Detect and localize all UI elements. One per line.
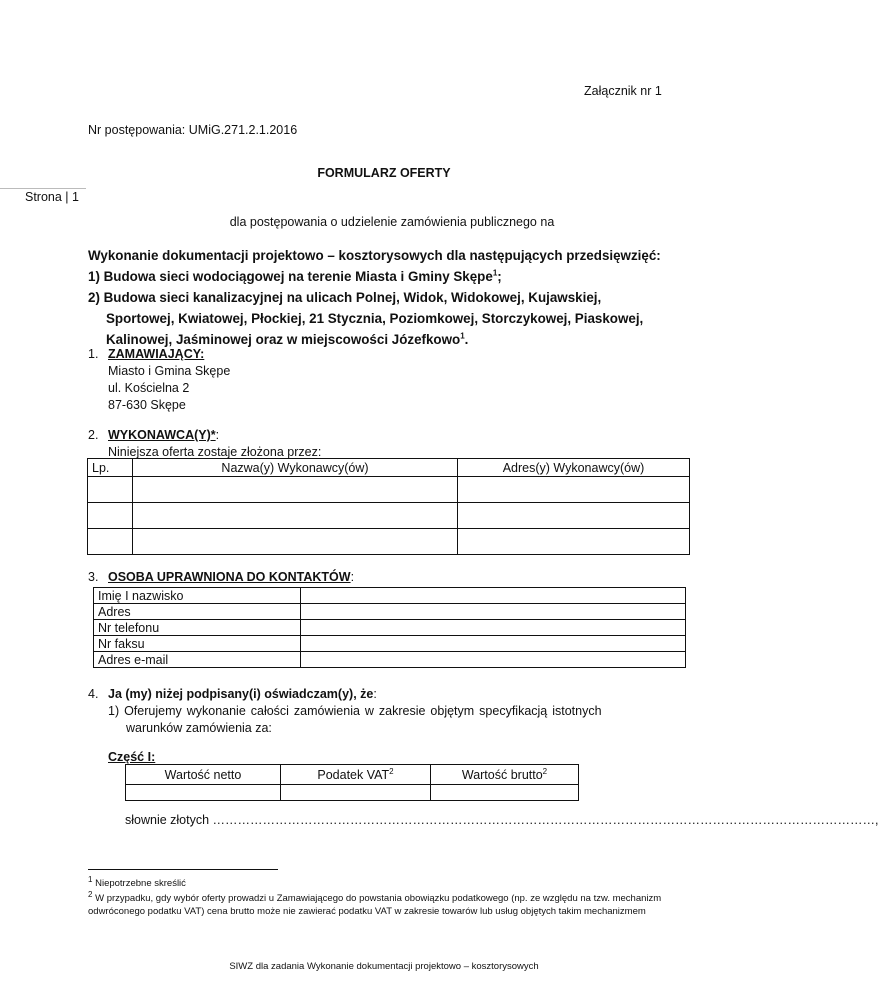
section-3-heading-row xyxy=(88,570,354,584)
section-4 xyxy=(88,686,688,737)
table-cell[interactable] xyxy=(133,503,458,529)
col-lp: Lp. xyxy=(88,459,133,477)
table-row xyxy=(94,588,686,604)
table-header-row xyxy=(126,765,579,785)
footnote-2 xyxy=(88,889,688,918)
table-cell[interactable] xyxy=(458,503,690,529)
table-cell[interactable] xyxy=(88,529,133,555)
section-4-heading-suffix: : xyxy=(373,687,377,701)
table-cell[interactable] xyxy=(126,785,281,801)
table-cell[interactable] xyxy=(458,477,690,503)
contact-label: Imię I nazwisko xyxy=(94,588,301,604)
footnote-ref: 1 xyxy=(492,268,498,278)
table-header-row xyxy=(88,459,690,477)
footnote-mark: 1 xyxy=(88,874,93,884)
project-item-2a: 2) Budowa sieci kanalizacyjnej na ulicach Polnej, Widok, Widokowej, Kujawskiej, xyxy=(88,290,602,305)
contact-label: Nr telefonu xyxy=(94,620,301,636)
table-cell[interactable] xyxy=(458,529,690,555)
col-gross-label: Wartość brutto xyxy=(461,767,543,782)
section-4-point-1b: warunków zamówienia za: xyxy=(126,721,272,735)
section-2-heading-suffix: : xyxy=(215,428,220,442)
contact-value-cell[interactable] xyxy=(301,588,686,604)
footnotes xyxy=(88,874,688,918)
table-row xyxy=(88,503,690,529)
page-footer: SIWZ dla zadania Wykonanie dokumentacji projektowo – kosztorysowych xyxy=(229,961,539,972)
section-1-heading-row xyxy=(88,346,230,363)
section-3-heading: OSOBA UPRAWNIONA DO KONTAKTÓW xyxy=(108,570,351,584)
project-item-1-end: ; xyxy=(497,269,502,284)
buyer-street: ul. Kościelna 2 xyxy=(108,381,190,395)
project-item-1 xyxy=(88,266,728,287)
contact-label: Nr faksu xyxy=(94,636,301,652)
section-2 xyxy=(88,427,321,461)
contact-value-cell[interactable] xyxy=(301,652,686,668)
section-3-number: 3. xyxy=(88,570,99,584)
section-4-heading-row xyxy=(88,686,688,703)
footnote-ref: 2 xyxy=(542,766,548,776)
buyer-postcode: 87-630 Skępe xyxy=(108,398,186,412)
project-item-2c-text: Kalinowej, Jaśminowej oraz w miejscowości Józefkowo xyxy=(106,332,461,347)
table-row xyxy=(94,604,686,620)
contact-table xyxy=(93,587,686,668)
amount-in-words-line[interactable]: słownie złotych ……………………………………………………………………………………………………………………………………………, xyxy=(125,813,879,827)
table-row xyxy=(126,785,579,801)
table-row xyxy=(88,529,690,555)
project-description xyxy=(88,245,728,350)
attachment-label: Załącznik nr 1 xyxy=(584,84,662,98)
table-cell[interactable] xyxy=(281,785,431,801)
section-1-heading: ZAMAWIAJĄCY: xyxy=(108,347,205,361)
footnote-ref: 1 xyxy=(460,331,465,341)
table-row xyxy=(94,636,686,652)
contact-value-cell[interactable] xyxy=(301,620,686,636)
page-side-label: Strona | 1 xyxy=(25,190,79,204)
footnote-mark: 2 xyxy=(88,889,93,899)
contact-label: Adres e-mail xyxy=(94,652,301,668)
section-4-heading: Ja (my) niżej podpisany(i) oświadczam(y), że xyxy=(108,687,374,701)
contact-label: Adres xyxy=(94,604,301,620)
footnote-1 xyxy=(88,874,688,890)
footnote-1-text: Niepotrzebne skreślić xyxy=(95,878,186,889)
col-contractor-address: Adres(y) Wykonawcy(ów) xyxy=(458,459,690,477)
section-2-intro: Niniejsza oferta zostaje złożona przez: xyxy=(108,445,322,459)
part-1-label: Część I: xyxy=(108,750,156,764)
col-contractor-name: Nazwa(y) Wykonawcy(ów) xyxy=(133,459,458,477)
table-cell[interactable] xyxy=(88,503,133,529)
table-row xyxy=(88,477,690,503)
col-net-value: Wartość netto xyxy=(126,765,281,785)
form-title: FORMULARZ OFERTY xyxy=(317,166,451,180)
section-4-number: 4. xyxy=(88,687,99,701)
footnote-2-text: W przypadku, gdy wybór oferty prowadzi u Zamawiającego do powstania obowiązku podatkowego (np. ze względu na tzw. mechanizm odwróconego podatku VAT) cena brutto może nie zawierać podatku VAT w zakresie towarów lub usług objętych takim mechanizmem xyxy=(88,893,662,917)
footnote-ref: 2 xyxy=(389,766,394,776)
table-row xyxy=(94,620,686,636)
col-vat xyxy=(281,765,431,785)
project-item-2-end: . xyxy=(464,332,469,347)
buyer-name: Miasto i Gmina Skępe xyxy=(108,364,231,378)
table-cell[interactable] xyxy=(133,477,458,503)
contact-value-cell[interactable] xyxy=(301,636,686,652)
form-subtitle: dla postępowania o udzielenie zamówienia publicznego na xyxy=(229,215,555,229)
project-line: Wykonanie dokumentacji projektowo – kosztorysowych dla następujących przedsięwzięć: xyxy=(88,248,661,263)
price-table xyxy=(125,764,579,801)
section-2-number: 2. xyxy=(88,428,99,442)
section-1-number: 1. xyxy=(88,347,99,361)
table-cell[interactable] xyxy=(88,477,133,503)
section-1 xyxy=(88,346,230,414)
table-cell[interactable] xyxy=(133,529,458,555)
project-item-2b: Sportowej, Kwiatowej, Płockiej, 21 Stycznia, Poziomkowej, Storczykowej, Piaskowej, xyxy=(106,311,644,326)
footnote-separator xyxy=(88,869,278,870)
section-2-heading-row xyxy=(88,427,321,444)
section-4-point-1a: 1) Oferujemy wykonanie całości zamówienia w zakresie objętym specyfikacją istotnych xyxy=(108,704,602,718)
col-vat-label: Podatek VAT xyxy=(317,767,390,782)
col-gross-value xyxy=(431,765,579,785)
contact-value-cell[interactable] xyxy=(301,604,686,620)
table-row xyxy=(94,652,686,668)
section-2-heading: WYKONAWCA(Y)* xyxy=(108,428,216,442)
case-number: Nr postępowania: UMiG.271.2.1.2016 xyxy=(88,123,298,137)
section-3-heading-suffix: : xyxy=(350,570,355,584)
table-cell[interactable] xyxy=(431,785,579,801)
project-item-1-text: 1) Budowa sieci wodociągowej na terenie Miasta i Gminy Skępe xyxy=(88,269,493,284)
contractors-table xyxy=(87,458,690,555)
